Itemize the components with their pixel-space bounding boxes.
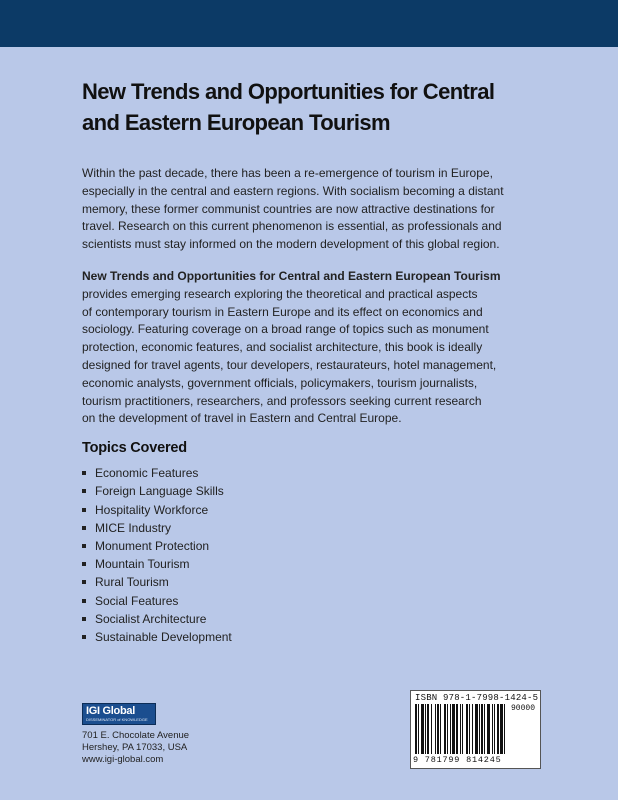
topic-item — [82, 555, 542, 573]
description-paragraph-2 — [82, 268, 542, 428]
barcode-bar — [462, 704, 463, 754]
logo-text: IGI Global — [86, 705, 135, 717]
address-city: Hershey, PA 17033, USA — [82, 742, 188, 753]
bullet-icon — [82, 489, 86, 493]
topic-item — [82, 592, 542, 610]
barcode-bar — [487, 704, 490, 754]
barcode-bar — [444, 704, 446, 754]
barcode-bar — [472, 704, 473, 754]
barcode-bar — [492, 704, 493, 754]
book-title-line1: New Trends and Opportunities for Central — [82, 79, 495, 104]
publisher-address — [82, 730, 189, 766]
topic-item — [82, 501, 542, 519]
paragraph-2-text: provides emerging research exploring the theoretical and practical aspects of contemporary tourism in Eastern Europe and its effect on economics and sociology. Featuring coverage on a broad range of topics such as monument protection, economic features, and socialist architecture, this book is ideally designed for travel agents, tour developers, restaurateurs, hotel management, economic analysts, government officials, policymakers, tourism journalists, tourism practitioners, researchers, and professors seeking current research on the development of travel in Eastern and Central Europe. — [82, 286, 497, 426]
barcode-bar — [437, 704, 439, 754]
topic-label: Mountain Tourism — [95, 557, 190, 572]
barcode-bar — [500, 704, 503, 754]
bullet-icon — [82, 635, 86, 639]
barcode-bar — [421, 704, 424, 754]
topics-heading: Topics Covered — [82, 440, 187, 457]
top-banner — [0, 0, 618, 47]
address-street: 701 E. Chocolate Avenue — [82, 730, 190, 741]
barcode-bar — [494, 704, 495, 754]
barcode-bar — [484, 704, 485, 754]
topic-item — [82, 573, 542, 591]
barcode-bar — [447, 704, 448, 754]
barcode-bar — [475, 704, 478, 754]
barcode-bar — [479, 704, 480, 754]
ean-digits: 9 781799 814245 — [413, 755, 502, 765]
bullet-icon — [82, 526, 86, 530]
barcode-bar — [418, 704, 419, 754]
topic-item — [82, 464, 542, 482]
barcode-bar — [456, 704, 458, 754]
barcode-bar — [440, 704, 441, 754]
barcode-bar — [481, 704, 483, 754]
topic-label: Economic Features — [95, 466, 199, 481]
barcode-bar — [415, 704, 417, 754]
barcode-bar — [469, 704, 470, 754]
topic-item — [82, 482, 542, 500]
topic-item — [82, 628, 542, 646]
topic-label: Hospitality Workforce — [95, 502, 209, 517]
barcode-bar — [504, 704, 505, 754]
price-code: 90000 — [510, 704, 535, 713]
isbn-text: ISBN 978-1-7998-1424-5 — [415, 693, 539, 703]
topics-list — [82, 464, 542, 646]
topic-label: Monument Protection — [95, 538, 210, 553]
publisher-website: www.igi-global.com — [82, 754, 164, 765]
bullet-icon — [82, 508, 86, 512]
back-cover-content — [82, 76, 542, 646]
topic-label: Sustainable Development — [95, 629, 232, 644]
book-title-line2: and Eastern European Tourism — [82, 110, 390, 135]
barcode-bar — [425, 704, 426, 754]
bullet-icon — [82, 544, 86, 548]
topic-item — [82, 537, 542, 555]
bullet-icon — [82, 599, 86, 603]
topic-label: MICE Industry — [95, 520, 172, 535]
barcode-bar — [497, 704, 499, 754]
book-title — [82, 76, 542, 138]
isbn-barcode — [410, 690, 541, 769]
bullet-icon — [82, 562, 86, 566]
barcode-bar — [460, 704, 461, 754]
paragraph-2-bold-title: New Trends and Opportunities for Central and Eastern European Tourism — [82, 268, 501, 283]
topic-label: Social Features — [95, 593, 179, 608]
logo-tagline: DISSEMINATOR of KNOWLEDGE — [86, 717, 148, 722]
barcode-bar — [466, 704, 468, 754]
topic-item — [82, 519, 542, 537]
bullet-icon — [82, 617, 86, 621]
barcode-bar — [431, 704, 432, 754]
topic-label: Rural Tourism — [95, 575, 169, 590]
bullet-icon — [82, 580, 86, 584]
topic-label: Socialist Architecture — [95, 611, 207, 626]
topic-item — [82, 610, 542, 628]
barcode-bar — [452, 704, 455, 754]
bullet-icon — [82, 471, 86, 475]
topic-label: Foreign Language Skills — [95, 484, 224, 499]
barcode-bar — [427, 704, 429, 754]
igi-global-logo — [82, 703, 156, 725]
description-paragraph-1: Within the past decade, there has been a re-emergence of tourism in Europe, especially in the central and eastern regions. With socialism becoming a distant memory, these former communist countries are now attractive destinations for travel. Research on this current phenomenon is essential, as professionals and scientists must stay informed on the modern development of this global region. — [82, 166, 504, 252]
barcode-bar — [450, 704, 451, 754]
barcode-bar — [435, 704, 436, 754]
